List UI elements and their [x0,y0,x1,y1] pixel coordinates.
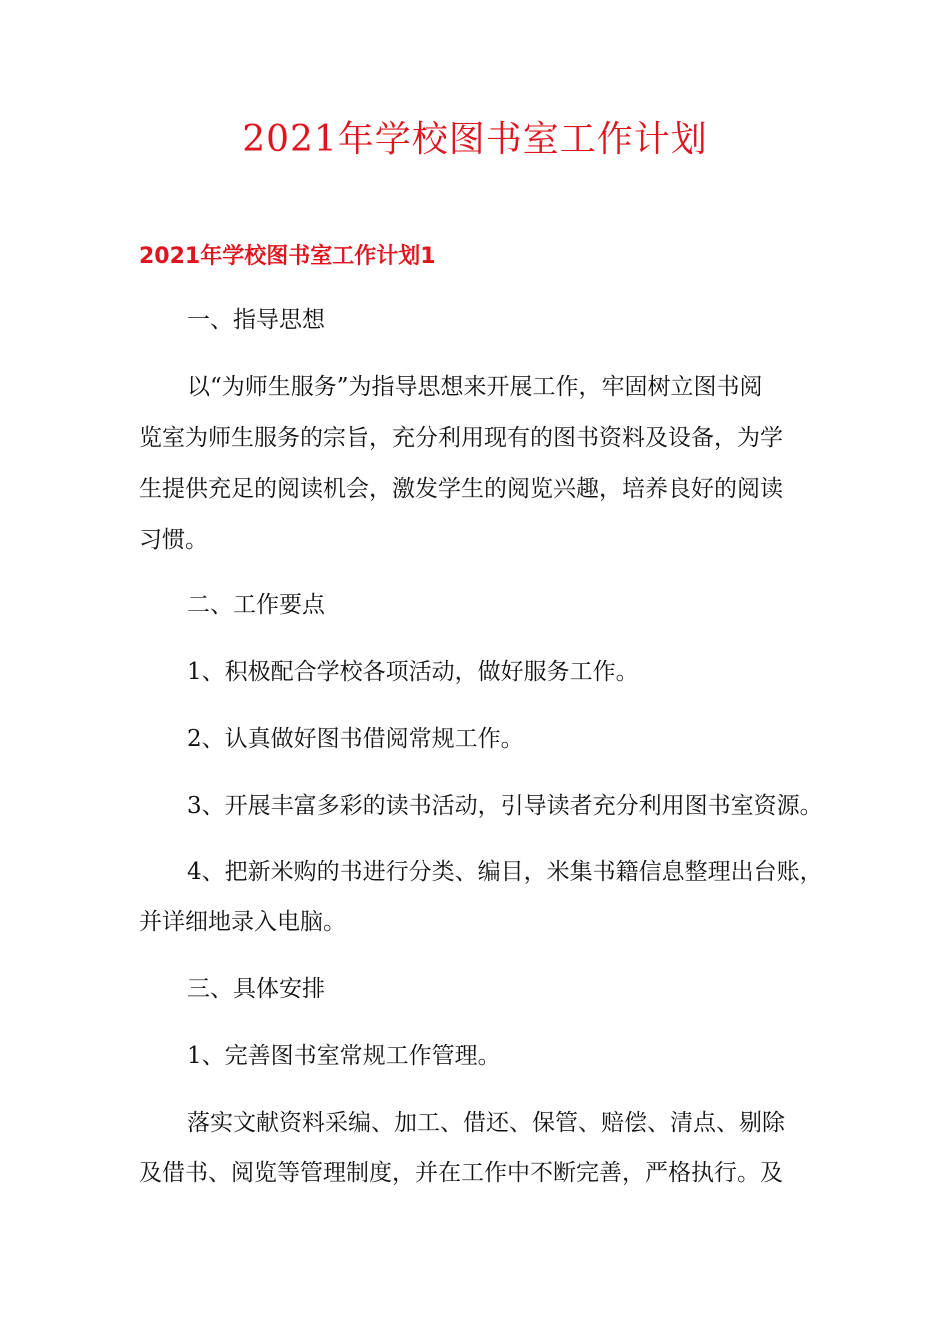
list-item: 2、认真做好图书借阅常规工作。 [187,726,524,752]
list-item: 3、开展丰富多彩的读书活动，引导读者充分利用图书室资源。 [187,793,823,819]
list-item-continuation: 并详细地录入电脑。 [139,909,346,935]
paragraph-line: 览室为师生服务的宗旨，充分利用现有的图书资料及设备，为学 [139,425,783,451]
section-heading: 2021年学校图书室工作计划1 [139,244,436,269]
list-item: 1、积极配合学校各项活动，做好服务工作。 [187,659,639,685]
list-item: 4、把新米购的书进行分类、编目，米集书籍信息整理出台账， [187,859,823,885]
list-item: 1、完善图书室常规工作管理。 [187,1043,501,1069]
heading-specific-arrangements: 三、具体安排 [187,976,325,1002]
document-title: 2021年学校图书室工作计划 [242,119,708,160]
paragraph-line: 及借书、阅览等管理制度，并在工作中不断完善，严格执行。及 [139,1160,783,1186]
heading-work-points: 二、工作要点 [187,592,325,618]
paragraph-line: 落实文献资料采编、加工、借还、保管、赔偿、清点、剔除 [187,1110,785,1136]
paragraph-line: 以“为师生服务”为指导思想来开展工作，牢固树立图书阅 [187,374,763,400]
paragraph-line: 习惯。 [139,527,208,553]
heading-guiding-thought: 一、指导思想 [187,307,325,333]
paragraph-line: 生提供充足的阅读机会，激发学生的阅览兴趣，培养良好的阅读 [139,476,783,502]
